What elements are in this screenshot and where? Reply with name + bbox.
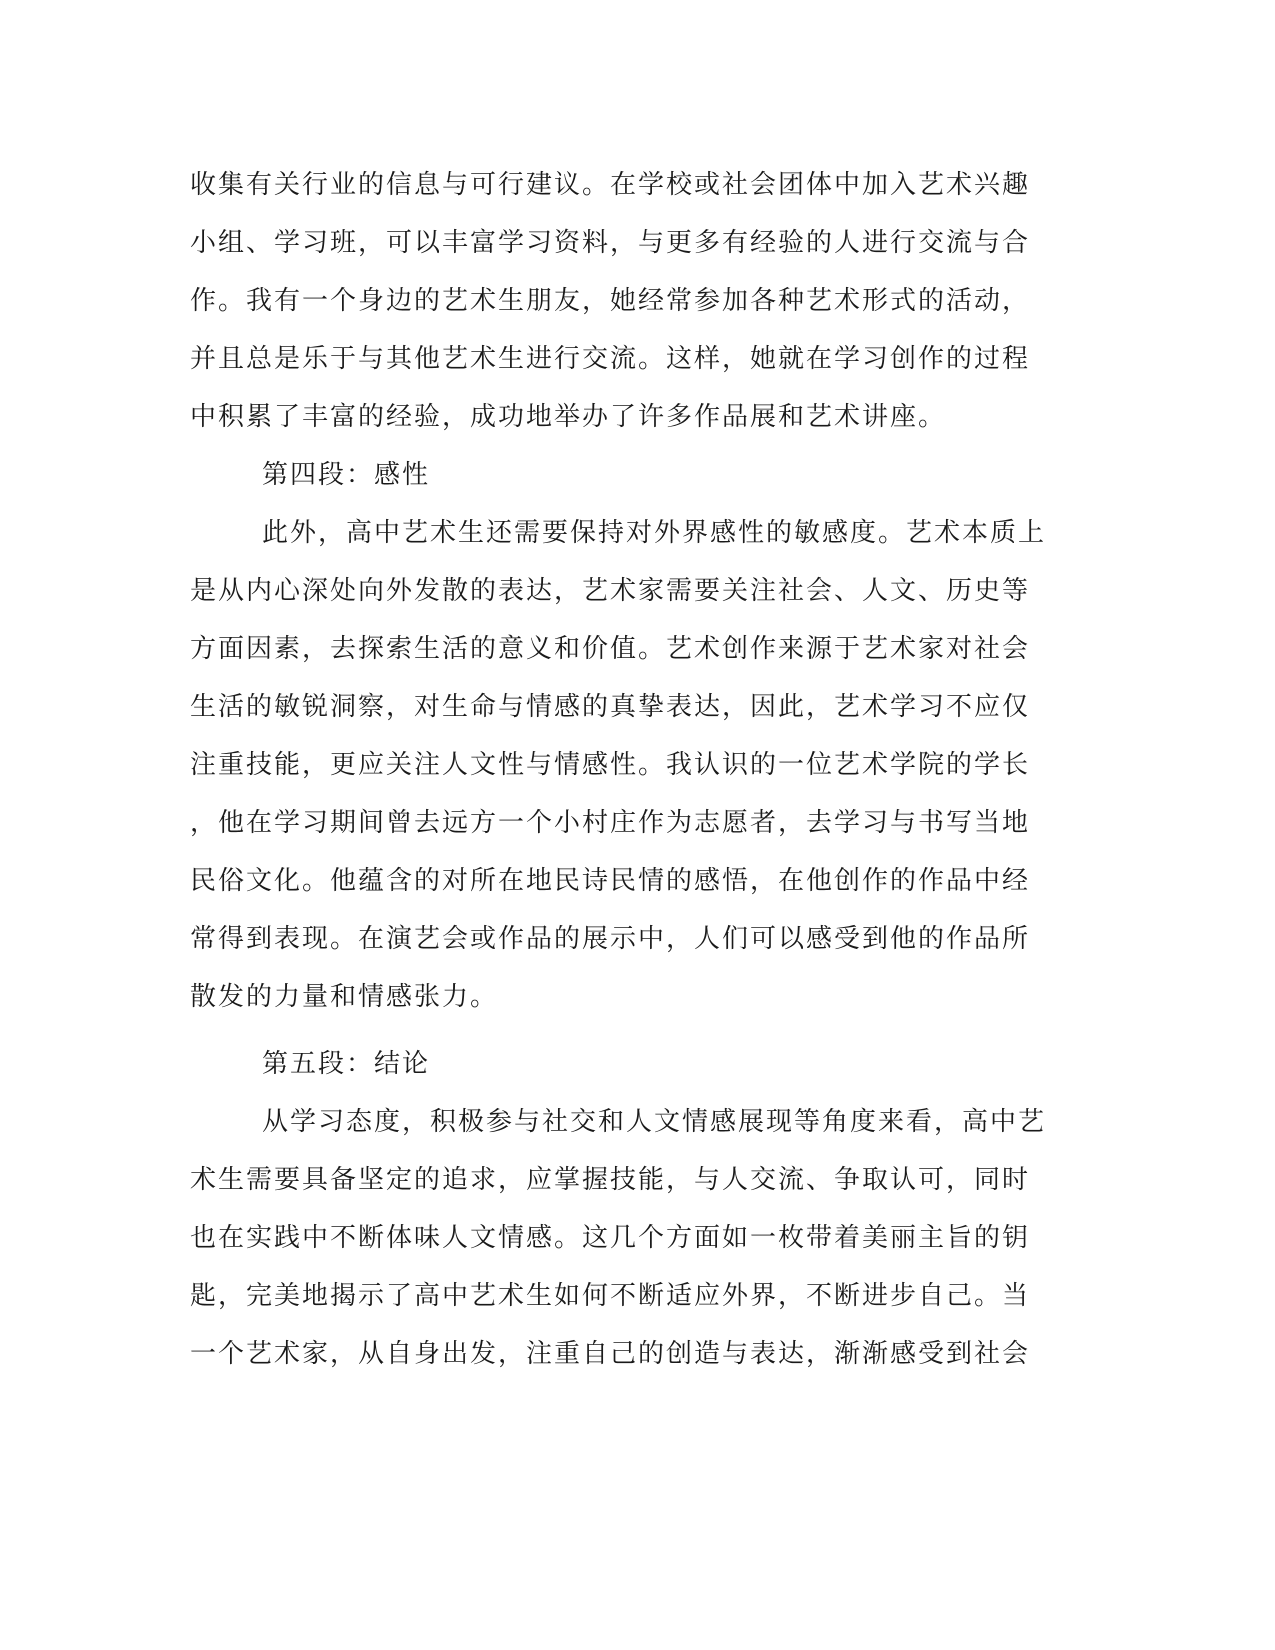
paragraph-line: 作。我有一个身边的艺术生朋友，她经常参加各种艺术形式的活动， (190, 286, 1031, 316)
section-heading-4: 第四段：感性 (262, 460, 431, 490)
paragraph-line: 散发的力量和情感张力。 (190, 982, 499, 1012)
paragraph-line: 是从内心深处向外发散的表达，艺术家需要关注社会、人文、历史等 (190, 576, 1031, 606)
section-heading-5: 第五段：结论 (262, 1049, 431, 1079)
paragraph-line: 小组、学习班，可以丰富学习资料，与更多有经验的人进行交流与合 (190, 228, 1031, 258)
paragraph-line: 也在实践中不断体味人文情感。这几个方面如一枚带着美丽主旨的钥 (190, 1223, 1031, 1253)
paragraph-line: ，他在学习期间曾去远方一个小村庄作为志愿者，去学习与书写当地 (190, 808, 1031, 838)
paragraph-line: 常得到表现。在演艺会或作品的展示中，人们可以感受到他的作品所 (190, 924, 1031, 954)
paragraph-line: 并且总是乐于与其他艺术生进行交流。这样，她就在学习创作的过程 (190, 344, 1031, 374)
paragraph-line: 从学习态度，积极参与社交和人文情感展现等角度来看，高中艺 (262, 1107, 1047, 1137)
paragraph-line: 匙，完美地揭示了高中艺术生如何不断适应外界，不断进步自己。当 (190, 1281, 1031, 1311)
paragraph-line: 术生需要具备坚定的追求，应掌握技能，与人交流、争取认可，同时 (190, 1165, 1031, 1195)
paragraph-line: 收集有关行业的信息与可行建议。在学校或社会团体中加入艺术兴趣 (190, 170, 1031, 200)
paragraph-line: 一个艺术家，从自身出发，注重自己的创造与表达，渐渐感受到社会 (190, 1339, 1031, 1369)
paragraph-line: 生活的敏锐洞察，对生命与情感的真挚表达，因此，艺术学习不应仅 (190, 692, 1031, 722)
paragraph-line: 此外，高中艺术生还需要保持对外界感性的敏感度。艺术本质上 (262, 518, 1047, 548)
paragraph-line: 中积累了丰富的经验，成功地举办了许多作品展和艺术讲座。 (190, 402, 947, 432)
paragraph-line: 民俗文化。他蕴含的对所在地民诗民情的感悟，在他创作的作品中经 (190, 866, 1031, 896)
paragraph-line: 注重技能，更应关注人文性与情感性。我认识的一位艺术学院的学长 (190, 750, 1031, 780)
paragraph-line: 方面因素，去探索生活的意义和价值。艺术创作来源于艺术家对社会 (190, 634, 1031, 664)
